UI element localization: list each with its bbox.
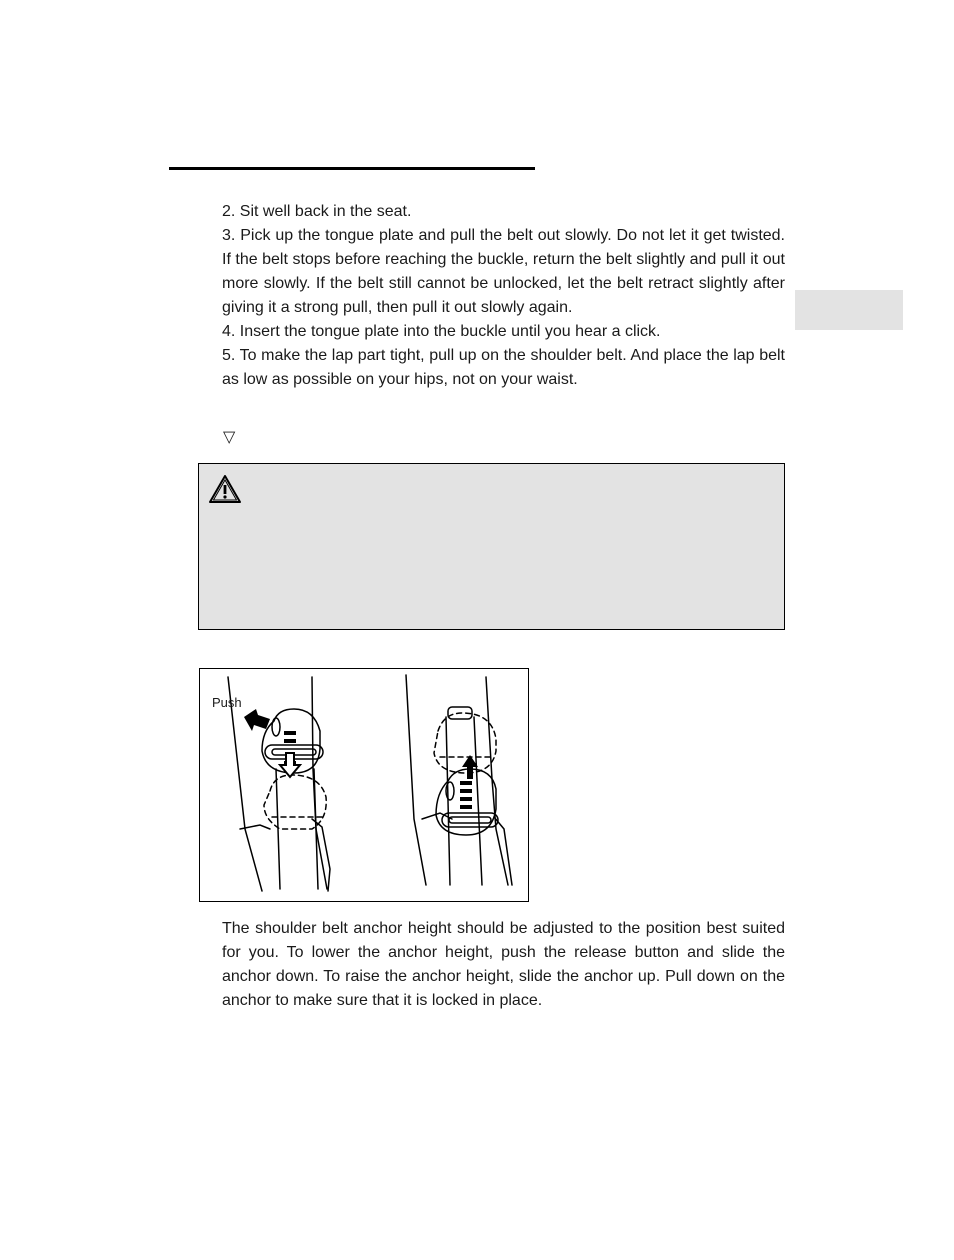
header-rule (169, 167, 535, 170)
section-tab (795, 290, 903, 330)
step-5: 5. To make the lap part tight, pull up on the shoulder belt. And place the lap belt as low as possible on your hips, not on your waist. (222, 347, 785, 388)
push-label: Push (212, 695, 242, 710)
anchor-adjust-figure (199, 668, 529, 902)
continue-marker: ▽ (223, 429, 236, 446)
anchor-description: The shoulder belt anchor height should be adjusted to the position best suited for you. To lower the anchor height, push the release button and slide the anchor down. To raise the anchor height, slide the anchor up. Pull down on the anchor to make sure that it is locked in place. (222, 920, 785, 1009)
step-4: 4. Insert the tongue plate into the buckle until you hear a click. (222, 323, 661, 340)
anchor-illustration (200, 669, 528, 901)
step-2: 2. Sit well back in the seat. (222, 203, 412, 220)
steps-list (222, 200, 785, 392)
warning-triangle-icon (208, 474, 242, 504)
step-3: 3. Pick up the tongue plate and pull the belt out slowly. Do not let it get twisted. If the belt stops before reaching the buckle, return the belt slightly and pull it out more slowly. If the belt still cannot be unlocked, let the belt retract slightly after giving it a strong pull, then pull it out slowly again. (222, 227, 785, 316)
warning-box (198, 463, 785, 630)
